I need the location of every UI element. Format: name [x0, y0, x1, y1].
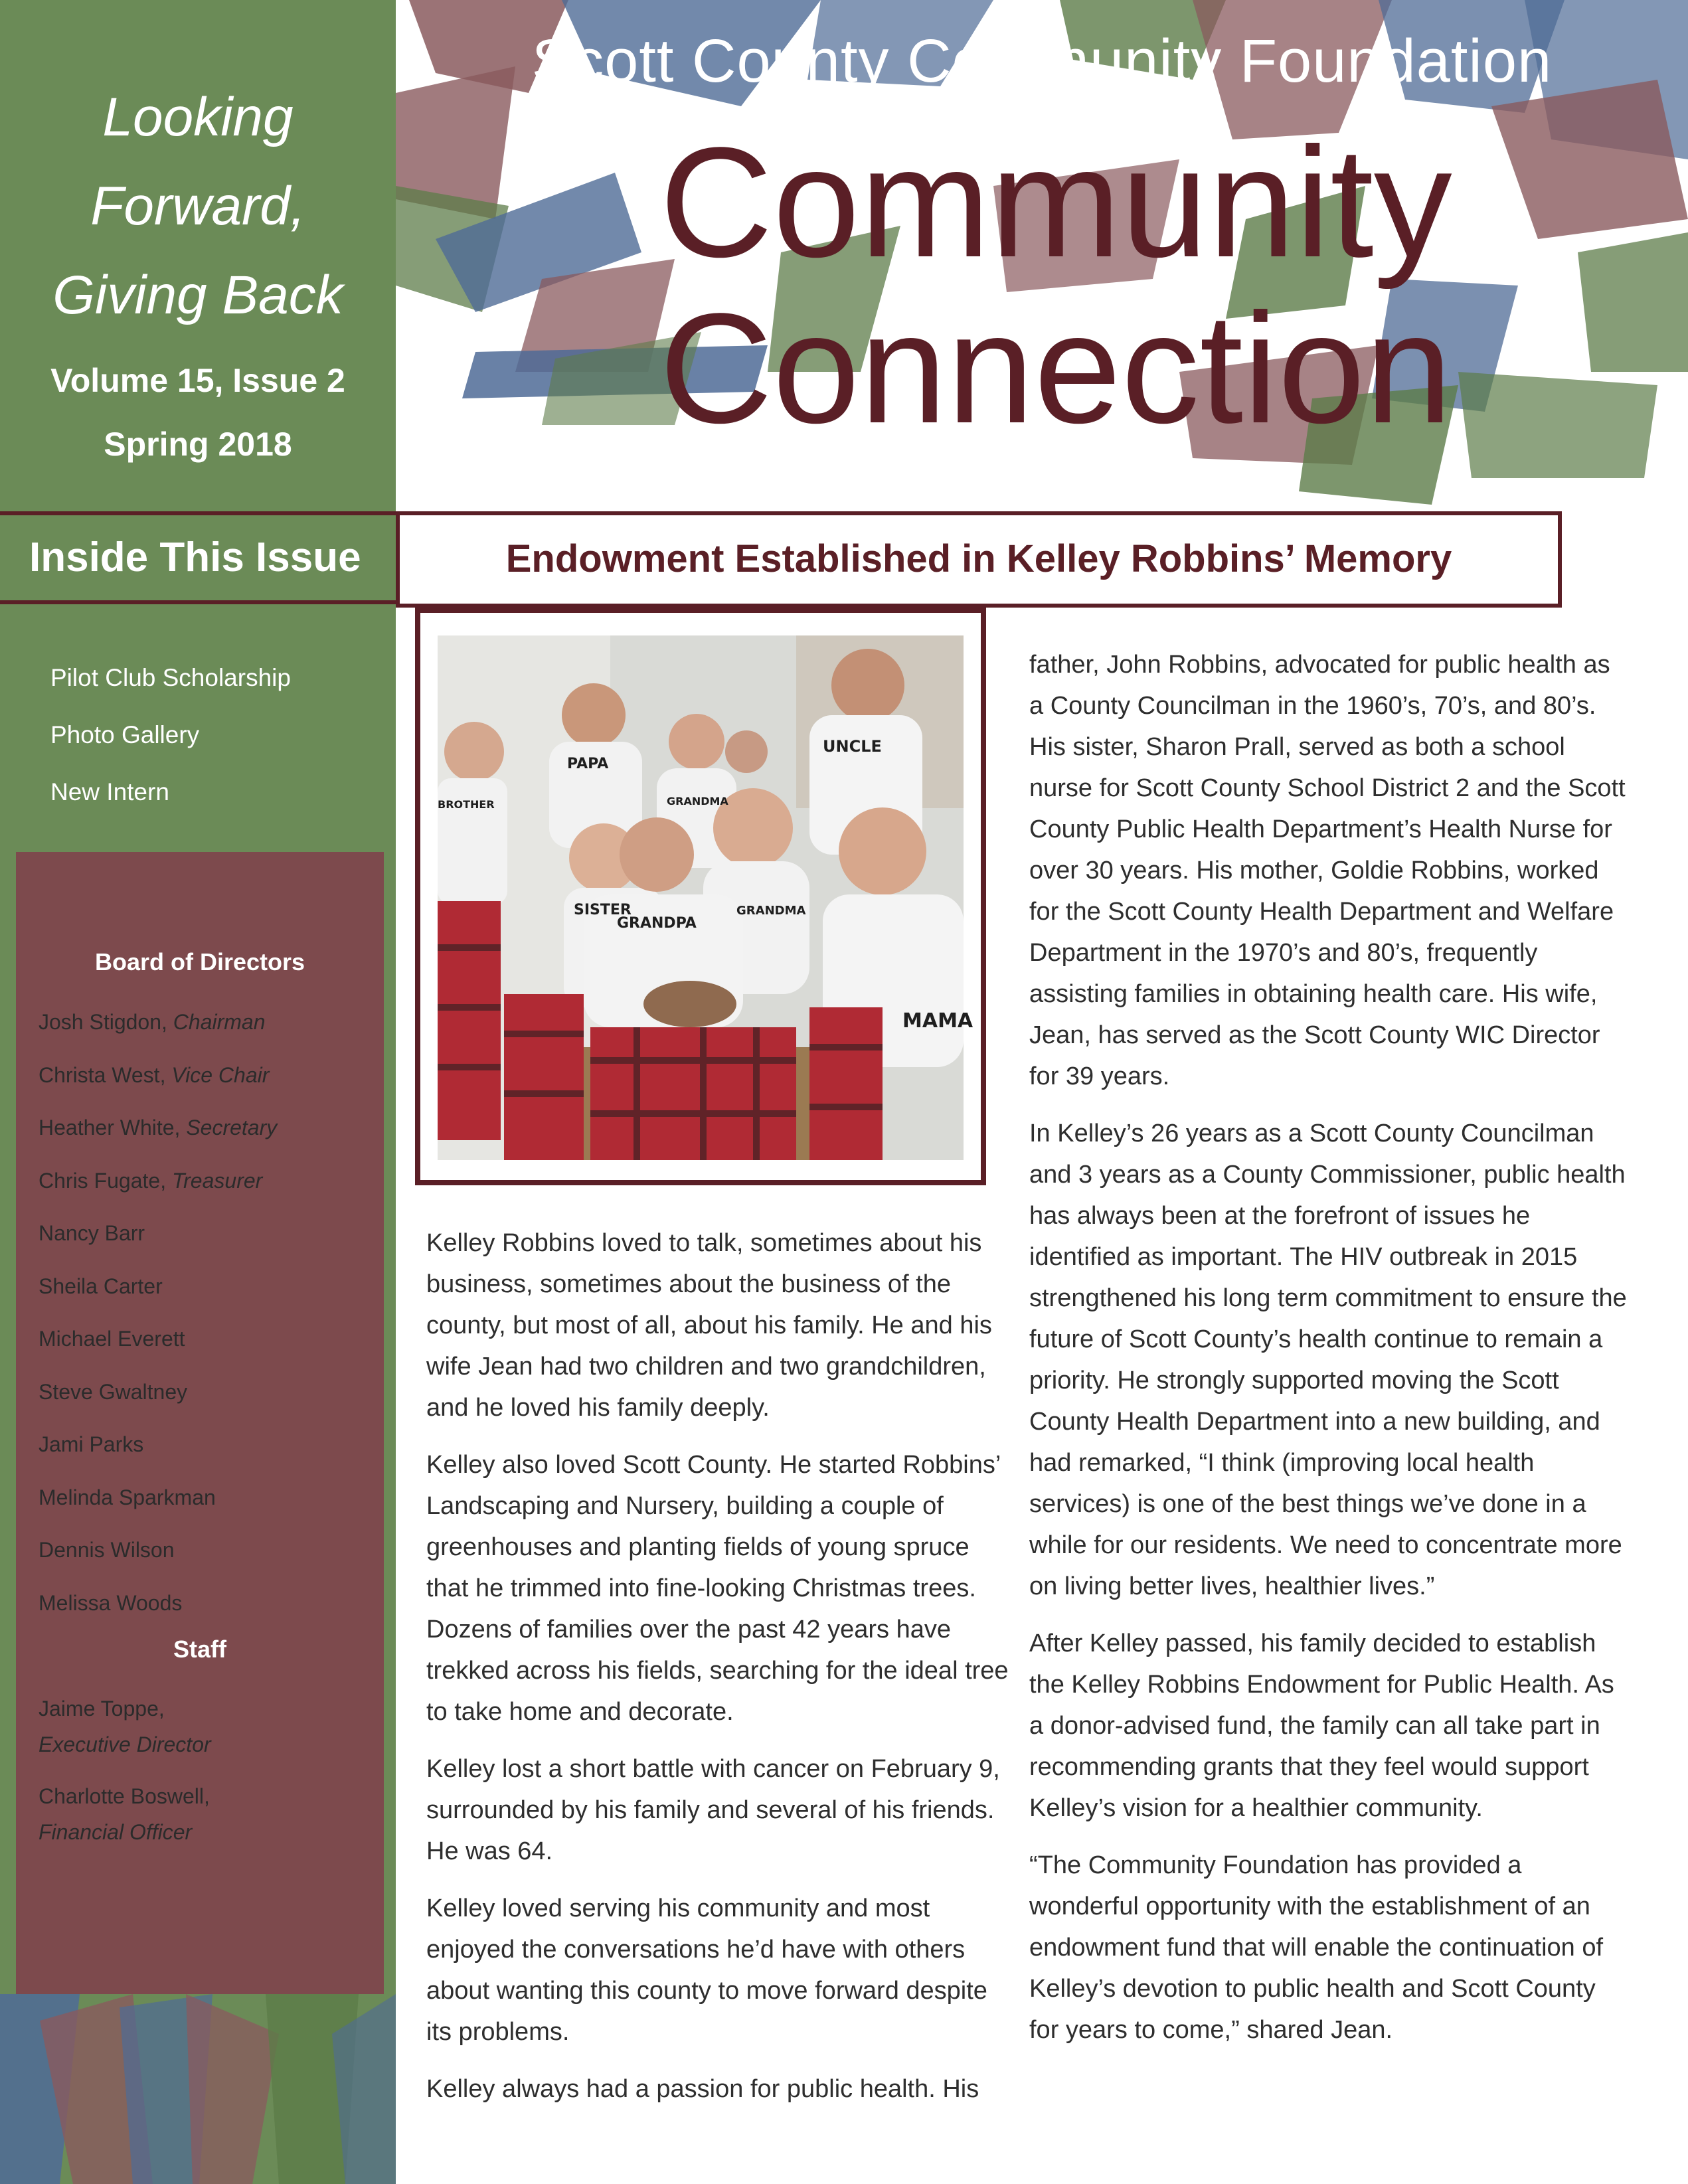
- table-of-contents: [50, 649, 291, 821]
- article-paragraph: After Kelley passed, his family decided to establish the Kelley Robbins Endowment for Public Health. As a donor-advised fund, the family can all take part in recommending grants that they feel would support Kelley’s vision for a healthier community.: [1029, 1630, 1614, 1822]
- board-member: Michael Everett: [39, 1327, 185, 1351]
- staff-heading: Staff: [173, 1636, 226, 1663]
- toc-item[interactable]: Pilot Club Scholarship: [50, 664, 291, 691]
- article-paragraph: Kelley lost a short battle with cancer on February 9, surrounded by his family and several of his friends. He was 64.: [426, 1755, 1000, 1865]
- family-photo: [438, 635, 973, 1160]
- organization-name: Scott County Community Foundation: [531, 27, 1553, 95]
- shirt-label-sister: SISTER: [574, 902, 632, 918]
- tagline-line: Looking: [102, 87, 294, 147]
- staff-member: Jaime Toppe, Executive Director: [39, 1697, 211, 1756]
- article-title: Endowment Established in Kelley Robbins’ Memory: [396, 511, 1562, 608]
- board-member: Chris Fugate, Treasurer: [39, 1168, 263, 1193]
- shirt-label-uncle: UNCLE: [823, 737, 882, 756]
- newsletter-title: [571, 115, 1541, 456]
- article-paragraph: “The Community Foundation has provided a wonderful opportunity with the establishment of an endowment fund that will enable the continuation of Kelley’s devotion to public health and Scott County for years to come,” shared Jean.: [1029, 1851, 1604, 2044]
- photo-frame: [415, 608, 986, 1185]
- article-paragraph: In Kelley’s 26 years as a Scott County Councilman and 3 years as a County Commissioner, public health has always been at the forefront of issues he identified as important. The HIV outbreak in 2015 strengthened his long term commitment to ensure the future of Scott County’s health continue to remain a priority. He strongly supported moving the Scott County Health Department into a new building, and had remarked, “I think (improving local health services) is one of the best things we’ve done in a while for our residents. We need to concentrate more on living better lives, healthier lives.”: [1029, 1120, 1627, 1600]
- shirt-label-grandma-2: GRANDMA: [736, 904, 806, 918]
- shirt-label-mama: MAMA: [902, 1009, 973, 1033]
- board-member: Josh Stigdon, Chairman: [39, 1010, 266, 1034]
- article-paragraph: father, John Robbins, advocated for public health as a County Councilman in the 1960’s, 70’s, and 80’s. His sister, Sharon Prall, served as both a school nurse for Scott County School District 2 and the Scott County Public Health Department’s Health Nurse for over 30 years. His mother, Goldie Robbins, worked for the Scott County Health Department and Welfare Department in the 1970’s and 80’s, frequently assisting families in obtaining health care. His wife, Jean, has served as the Scott County WIC Director for 39 years.: [1029, 651, 1626, 1090]
- board-member: Sheila Carter: [39, 1274, 163, 1298]
- issue-info: [0, 349, 396, 476]
- board-member: Christa West, Vice Chair: [39, 1062, 270, 1087]
- article-paragraph: Kelley always had a passion for public health. His: [426, 2075, 979, 2103]
- board-member: Nancy Barr: [39, 1221, 145, 1245]
- shirt-label-brother: BROTHER: [438, 798, 495, 811]
- masthead-line: Community: [659, 115, 1452, 290]
- article-column-left: [426, 1222, 1011, 2126]
- article-column-right: [1029, 644, 1627, 2066]
- toc-item[interactable]: Photo Gallery: [50, 721, 200, 748]
- volume-issue: Volume 15, Issue 2: [50, 362, 345, 399]
- issue-season: Spring 2018: [104, 426, 292, 463]
- staff-list: [39, 1691, 211, 1866]
- article-paragraph: Kelley Robbins loved to talk, sometimes about his business, sometimes about the business of the county, but most of all, about his family. He and his wife Jean had two children and two grandchildren, and he loved his family deeply.: [426, 1229, 992, 1422]
- board-member: Steve Gwaltney: [39, 1379, 188, 1404]
- inside-this-issue-heading: Inside This Issue: [0, 511, 396, 604]
- staff-member: Charlotte Boswell, Financial Officer: [39, 1784, 210, 1844]
- article-paragraph: Kelley loved serving his community and most enjoyed the conversations he’d have with others about wanting this county to move forward despite its problems.: [426, 1894, 987, 2046]
- board-member: Heather White, Secretary: [39, 1116, 278, 1139]
- tagline: [0, 73, 396, 340]
- masthead-line: Connection: [659, 281, 1452, 456]
- tagline-line: Giving Back: [52, 265, 343, 325]
- board-member: Melissa Woods: [39, 1590, 183, 1615]
- tagline-line: Forward,: [90, 176, 305, 236]
- shirt-label-grandpa: GRANDPA: [617, 915, 697, 932]
- board-heading: Board of Directors: [94, 948, 305, 975]
- board-member: Dennis Wilson: [39, 1538, 175, 1562]
- shirt-label-grandma: GRANDMA: [667, 795, 728, 807]
- leaf-decoration-bottom: [0, 1994, 396, 2184]
- shirt-label-papa: PAPA: [567, 756, 609, 772]
- toc-item[interactable]: New Intern: [50, 778, 169, 805]
- article-paragraph: Kelley also loved Scott County. He started Robbins’ Landscaping and Nursery, building a couple of greenhouses and planting fields of young spruce that he trimmed into fine-looking Christmas trees. Dozens of families over the past 42 years have trekked across his fields, searching for the ideal tree to take home and decorate.: [426, 1451, 1009, 1726]
- board-member: Melinda Sparkman: [39, 1485, 216, 1509]
- board-member: Jami Parks: [39, 1432, 144, 1456]
- board-list: [39, 996, 277, 1630]
